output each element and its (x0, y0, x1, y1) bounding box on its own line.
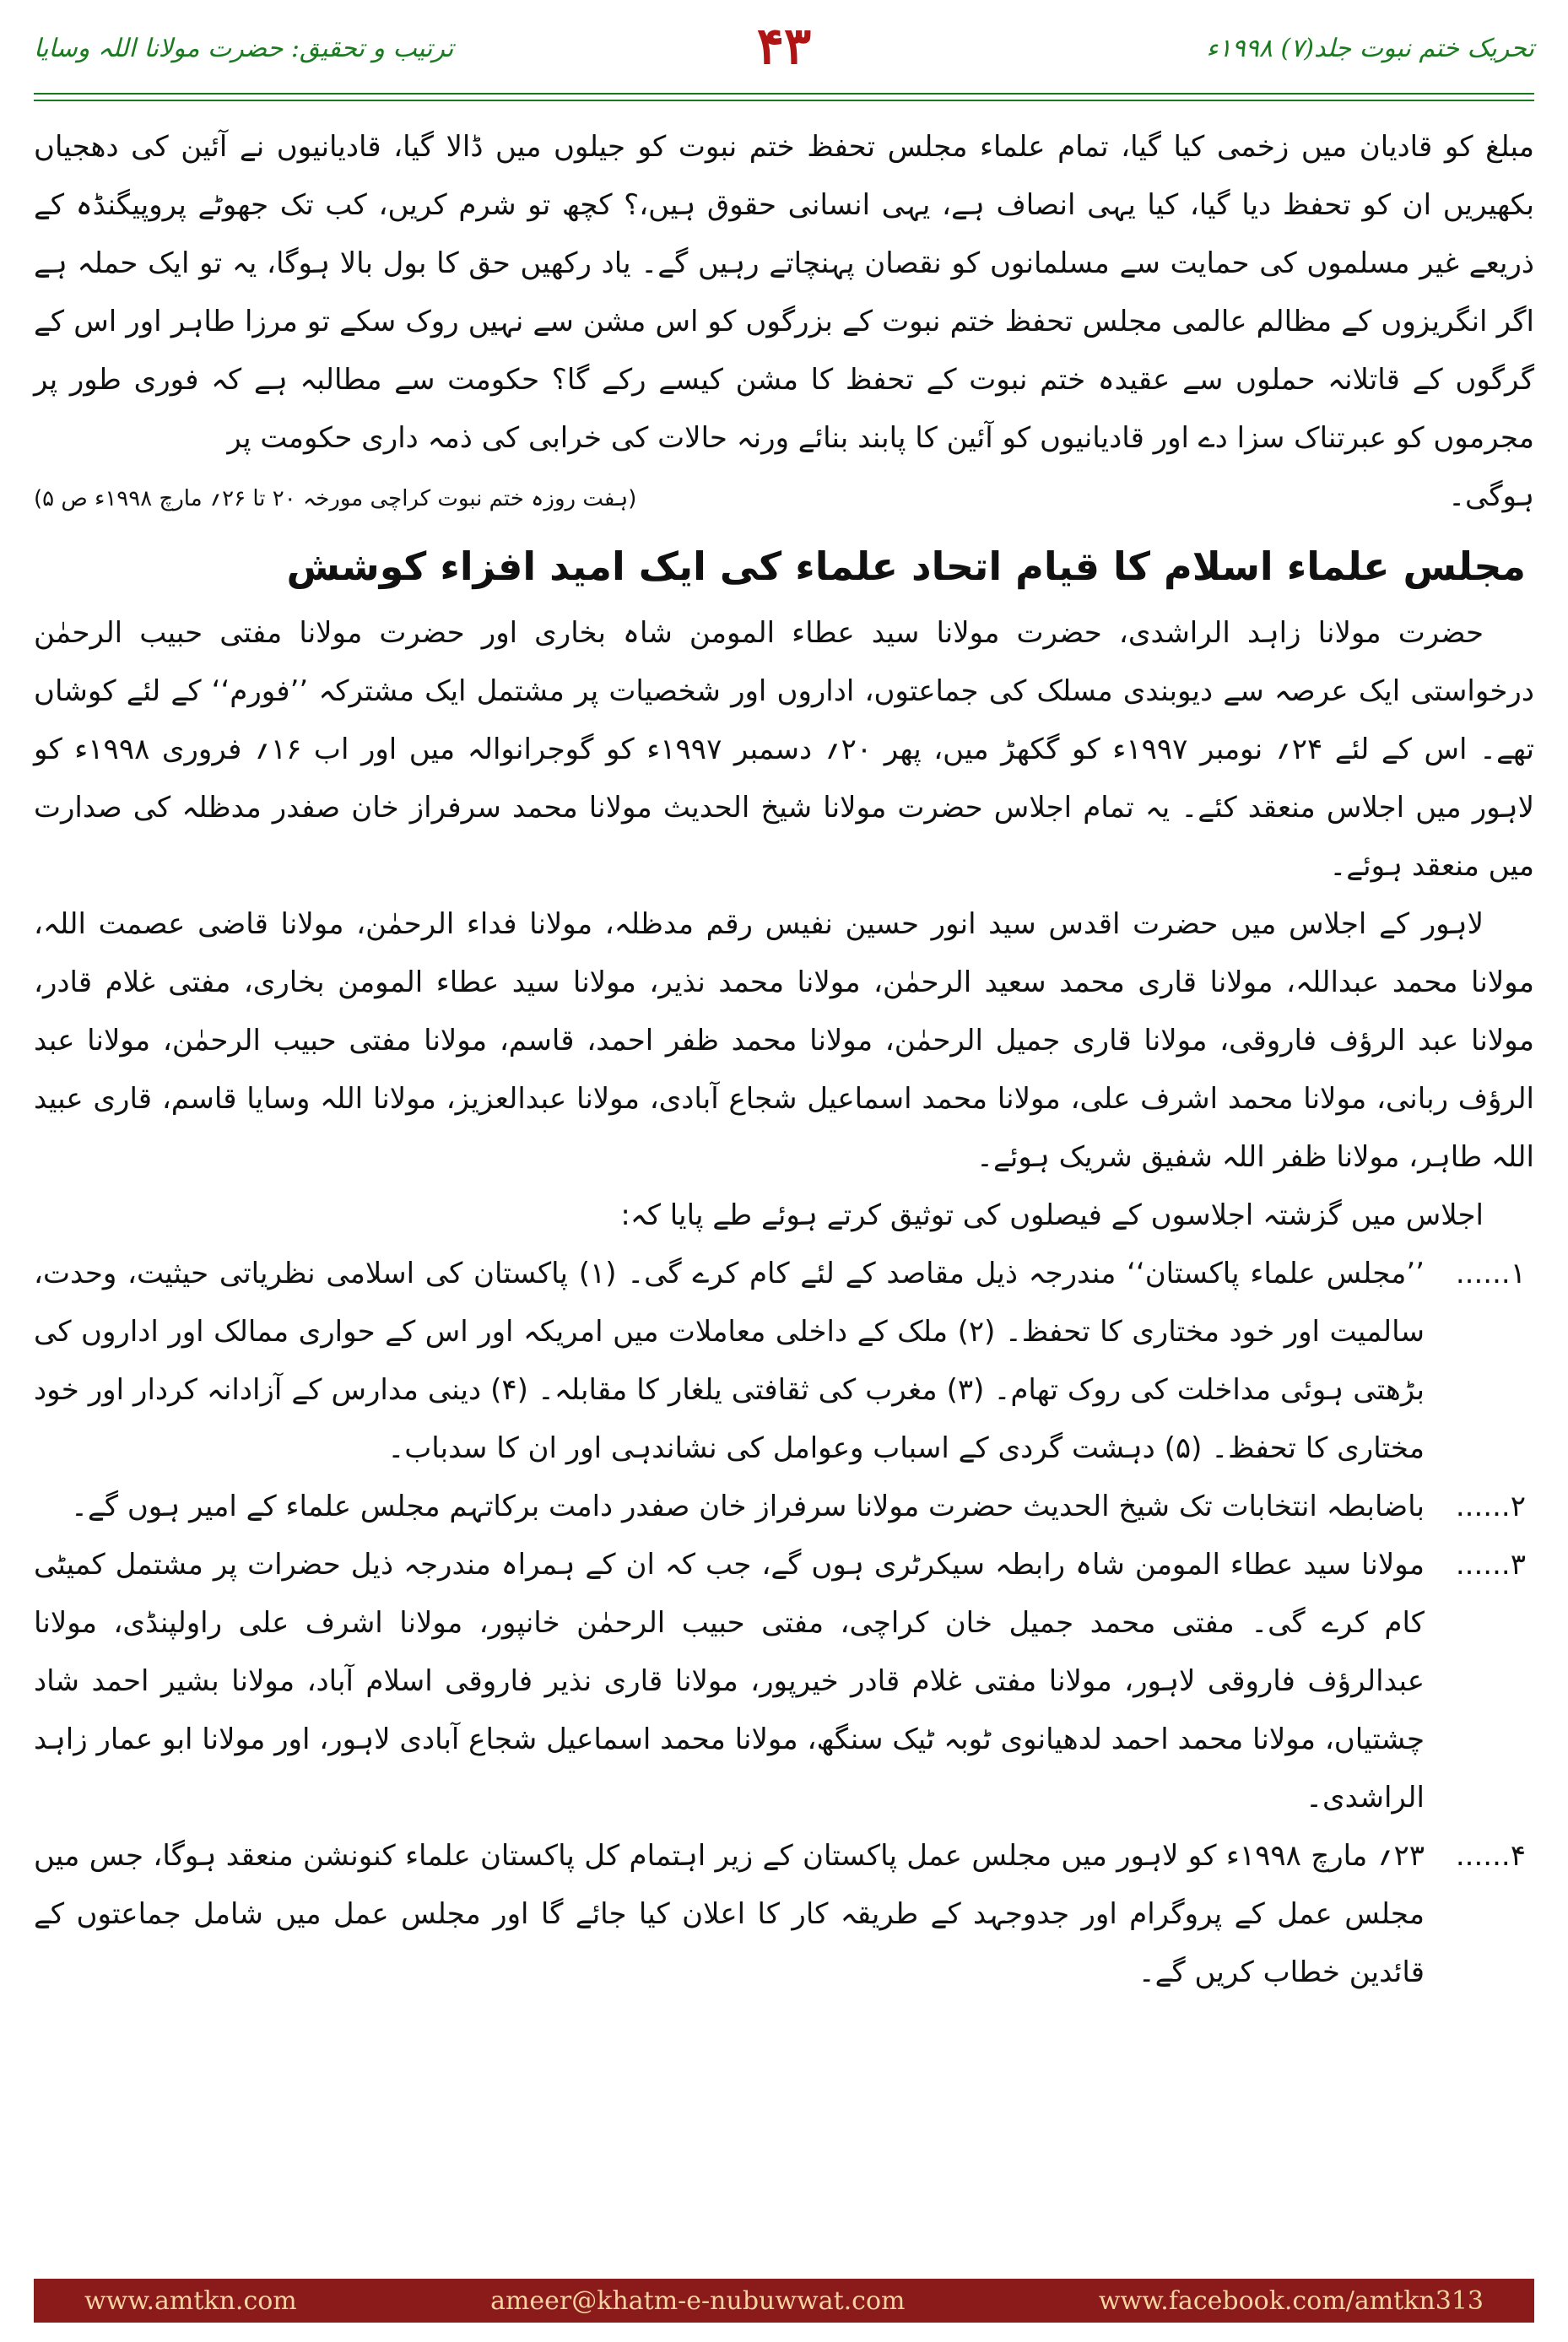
section-paragraph-3: اجلاس میں گزشتہ اجلاسوں کے فیصلوں کی توثیق کرتے ہوئے طے پایا کہ: (620, 1198, 1484, 1232)
decision-text: ’’مجلس علماء پاکستان‘‘ مندرجہ ذیل مقاصد کے لئے کام کرے گی۔ (۱) پاکستان کی اسلامی نظریاتی حیثیت، وحدت، سالمیت اور خود مختاری کا تحفظ۔ (۲) ملک کے داخلی معاملات میں امریکہ اور اس کے حواری ممالک اور اداروں کی بڑھتی ہوئی مداخلت کی روک تھام۔ (۳) مغرب کی ثقافتی یلغار کا مقابلہ۔ (۴) دینی مدارس کے آزادانہ کردار اور خود مختاری کا تحفظ۔ (۵) دہشت گردی کے اسباب وعوامل کی نشاندہی اور ان کا سدباب۔ (34, 1257, 1425, 1465)
intro-paragraph: مبلغ کو قادیان میں زخمی کیا گیا، تمام علماء مجلس تحفظ ختم نبوت کو جیلوں میں ڈالا گیا، قادیانیوں نے آئین کی دھجیاں بکھیریں ان کو تحفظ دیا گیا، کیا یہی انصاف ہے، یہی انسانی حقوق ہیں،؟ کچھ تو شرم کریں، کب تک جھوٹے پروپیگنڈہ کے ذریعے غیر مسلموں کی حمایت سے مسلمانوں کو نقصان پہنچاتے رہیں گے۔ یاد رکھیں حق کا بول بالا ہوگا، یہ تو ایک حملہ ہے اگر انگریزوں کے مظالم عالمی مجلس تحفظ ختم نبوت کے بزرگوں کو اس مشن سے نہیں روک سکے تو مرزا طاہر اور اس کے گرگوں کے قاتلانہ حملوں سے عقیدہ ختم نبوت کے تحفظ کا مشن کیسے رکے گا؟ حکومت سے مطالبہ ہے کہ فوری طور پر مجرموں کو عبرتناک سزا دے اور قادیانیوں کو آئین کا پابند بنائے ورنہ حالات کی خرابی کی ذمہ داری حکومت پر (34, 130, 1534, 455)
decision-item-3 (34, 1536, 1534, 1827)
source-citation: (ہفت روزہ ختم نبوت کراچی مورخہ ۲۰ تا ۲۶؍ مارچ ۱۹۹۸ء ص ۵) (34, 486, 637, 511)
decision-number: ۲...... (1455, 1490, 1526, 1523)
decision-text: باضابطہ انتخابات تک شیخ الحدیث حضرت مولانا سرفراز خان صفدر دامت برکاتہم مجلس علماء کے امیر ہوں گے۔ (70, 1490, 1425, 1523)
email-link[interactable]: ameer@khatm-e-nubuwwat.com (490, 2285, 906, 2316)
decision-item-4 (34, 1827, 1534, 2002)
citation-line (34, 468, 1534, 528)
decision-number: ۴...... (1455, 1839, 1526, 1873)
book-title: تحریک ختم نبوت جلد(۷) ۱۹۹۸ء (1206, 34, 1534, 63)
compiler-credit: ترتیب و تحقیق: حضرت مولانا اللہ وسایا (34, 34, 454, 63)
section-heading: مجلس علماء اسلام کا قیام اتحاد علماء کی ایک امید افزاء کوشش (286, 544, 1526, 589)
page-body (34, 118, 1534, 2144)
intro-last-word: ہوگی۔ (1448, 479, 1534, 513)
decision-number: ۳...... (1455, 1548, 1526, 1582)
page-header (34, 17, 1534, 84)
decision-text: مولانا سید عطاء المومن شاہ رابطہ سیکرٹری ہوں گے، جب کہ ان کے ہمراہ مندرجہ ذیل حضرات پر مشتمل کمیٹی کام کرے گی۔ مفتی محمد جمیل خان کراچی، مفتی حبیب الرحمٰن خانپور، مولانا اشرف علی راولپنڈی، مولانا عبدالرؤف فاروقی لاہور، مولانا مفتی غلام قادر خیرپور، مولانا قاری نذیر فاروقی اسلام آباد، مولانا بشیر احمد شاد چشتیاں، مولانا محمد احمد لدھیانوی ٹوبہ ٹیک سنگھ، مولانا محمد اسماعیل شجاع آبادی لاہور، اور مولانا ابو عمار زاہد الراشدی۔ (34, 1548, 1425, 1815)
section-paragraph-1: حضرت مولانا زاہد الراشدی، حضرت مولانا سید عطاء المومن شاہ بخاری اور حضرت مولانا مفتی حبیب الرحمٰن درخواستی ایک عرصہ سے دیوبندی مسلک کی جماعتوں، اداروں اور شخصیات پر مشتمل ایک مشترکہ ’’فورم‘‘ کے لئے کوشاں تھے۔ اس کے لئے ۲۴؍ نومبر ۱۹۹۷ء کو گکھڑ میں، پھر ۲۰؍ دسمبر ۱۹۹۷ء کو گوجرانوالہ میں اور اب ۱۶؍ فروری ۱۹۹۸ء کو لاہور میں اجلاس منعقد کئے۔ یہ تمام اجلاس حضرت مولانا شیخ الحدیث مولانا محمد سرفراز خان صفدر مدظلہ کی صدارت میں منعقد ہوئے۔ (34, 616, 1535, 883)
decision-item-1 (34, 1245, 1534, 1478)
facebook-link[interactable]: www.facebook.com/amtkn313 (1098, 2285, 1484, 2316)
section-paragraph-2: لاہور کے اجلاس میں حضرت اقدس سید انور حسین نفیس رقم مدظلہ، مولانا فداء الرحمٰن، مولانا قاضی عصمت اللہ، مولانا محمد عبداللہ، مولانا قاری محمد سعید الرحمٰن، مولانا محمد نذیر، مولانا سید عطاء المومن بخاری، مفتی غلام قادر، مولانا عبد الرؤف فاروقی، مولانا قاری جمیل الرحمٰن، مولانا محمد ظفر احمد، قاسم، مولانا مفتی حبیب الرحمٰن، مولانا عبد الرؤف ربانی، مولانا محمد اشرف علی، مولانا محمد اسماعیل شجاع آبادی، مولانا عبدالعزیز، مولانا اللہ وسایا قاسم، قاری عبید اللہ طاہر، مولانا ظفر اللہ شفیق شریک ہوئے۔ (34, 907, 1534, 1174)
website-link[interactable]: www.amtkn.com (84, 2285, 297, 2316)
page-number: ۴۳ (756, 17, 812, 76)
page-footer (34, 2279, 1534, 2323)
decision-item-2 (34, 1478, 1534, 1536)
header-divider (34, 93, 1534, 101)
decision-text: ۲۳؍ مارچ ۱۹۹۸ء کو لاہور میں مجلس عمل پاکستان کے زیر اہتمام کل پاکستان علماء کنونشن منعقد ہوگا، جس میں مجلس عمل کے پروگرام اور جدوجہد کے طریقہ کار کا اعلان کیا جائے گا اور مجلس عمل میں شامل جماعتوں کے قائدین خطاب کریں گے۔ (34, 1839, 1425, 1989)
decision-number: ۱...... (1455, 1257, 1526, 1290)
